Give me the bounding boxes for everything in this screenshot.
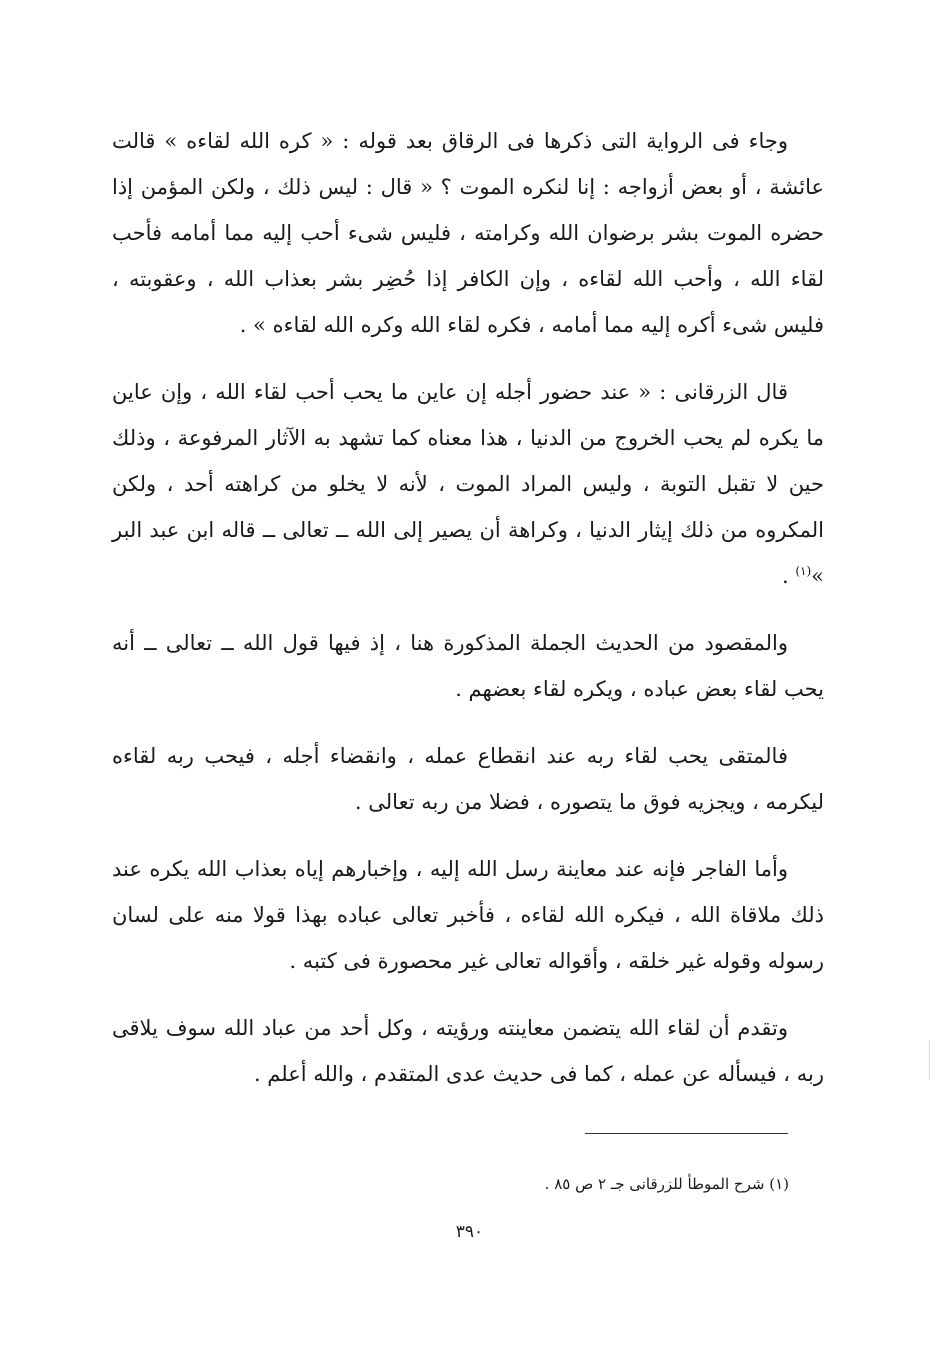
paragraph-3: والمقصود من الحديث الجملة المذكورة هنا ، إذ فيها قول الله ــ تعالى ــ أنه يحب لقاء بعض عباده ، ويكره لقاء بعضهم . xyxy=(112,631,824,701)
page-number: ٣٩٠ xyxy=(455,1222,484,1242)
paragraph-1: وجاء فى الرواية التى ذكرها فى الرقاق بعد قوله : « كره الله لقاءه » قالت عائشة ، أو بعض أزواجه : إنا لنكره الموت ؟ « قال : ليس ذلك ، ولكن المؤمن إذا حضره الموت بشر برضوان الله وكرامته ، فليس شىء أحب إليه مما أمامه فأحب لقاء الله ، وأحب الله لقاءه ، وإن الكافر إذا حُضِر بشر بعذاب الله ، وعقوبته ، فليس شىء أكره إليه مما أمامه ، فكره لقاء الله وكره الله لقاءه » . xyxy=(112,129,824,337)
paragraph-5: وأما الفاجر فإنه عند معاينة رسل الله إليه ، وإخبارهم إياه بعذاب الله يكره عند ذلك ملاقاة الله ، فيكره الله لقاءه ، فأخبر تعالى عباده بهذا قولا منه على لسان رسوله وقوله غير خلقه ، وأقواله تعالى غير محصورة فى كتبه . xyxy=(112,857,824,973)
footnote: (١) شرح الموطأ للزرقانى جـ ٢ ص ٨٥ . xyxy=(544,1175,789,1193)
paragraph-4: فالمتقى يحب لقاء ربه عند انقطاع عمله ، وانقضاء أجله ، فيحب ربه لقاءه ليكرمه ، ويجزيه فوق ما يتصوره ، فضلا من ربه تعالى . xyxy=(112,744,824,814)
page-body xyxy=(112,118,824,1118)
paragraph-6: وتقدم أن لقاء الله يتضمن معاينته ورؤيته ، وكل أحد من عباد الله سوف يلاقى ربه ، فيسأله عن عمله ، كما فى حديث عدى المتقدم ، والله أعلم . xyxy=(112,1016,824,1086)
paragraph-2-text: قال الزرقانى : « عند حضور أجله إن عاين ما يحب أحب لقاء الله ، وإن عاين ما يكره لم يحب الخروج من الدنيا ، هذا معناه كما تشهد به الآثار المرفوعة ، وذلك حين لا تقبل التوبة ، وليس المراد الموت ، لأنه لا يخلو من كراهته أحد ، ولكن المكروه من ذلك إيثار الدنيا ، وكراهة أن يصير إلى الله ــ تعالى ــ قاله ابن عبد البر » xyxy=(112,380,824,588)
paragraph-2 xyxy=(112,369,824,599)
paragraph-2-end: . xyxy=(781,564,796,588)
scan-gutter-mark xyxy=(929,1040,930,1080)
footnote-divider xyxy=(585,1133,788,1134)
footnote-reference[interactable]: (١) xyxy=(795,564,812,578)
